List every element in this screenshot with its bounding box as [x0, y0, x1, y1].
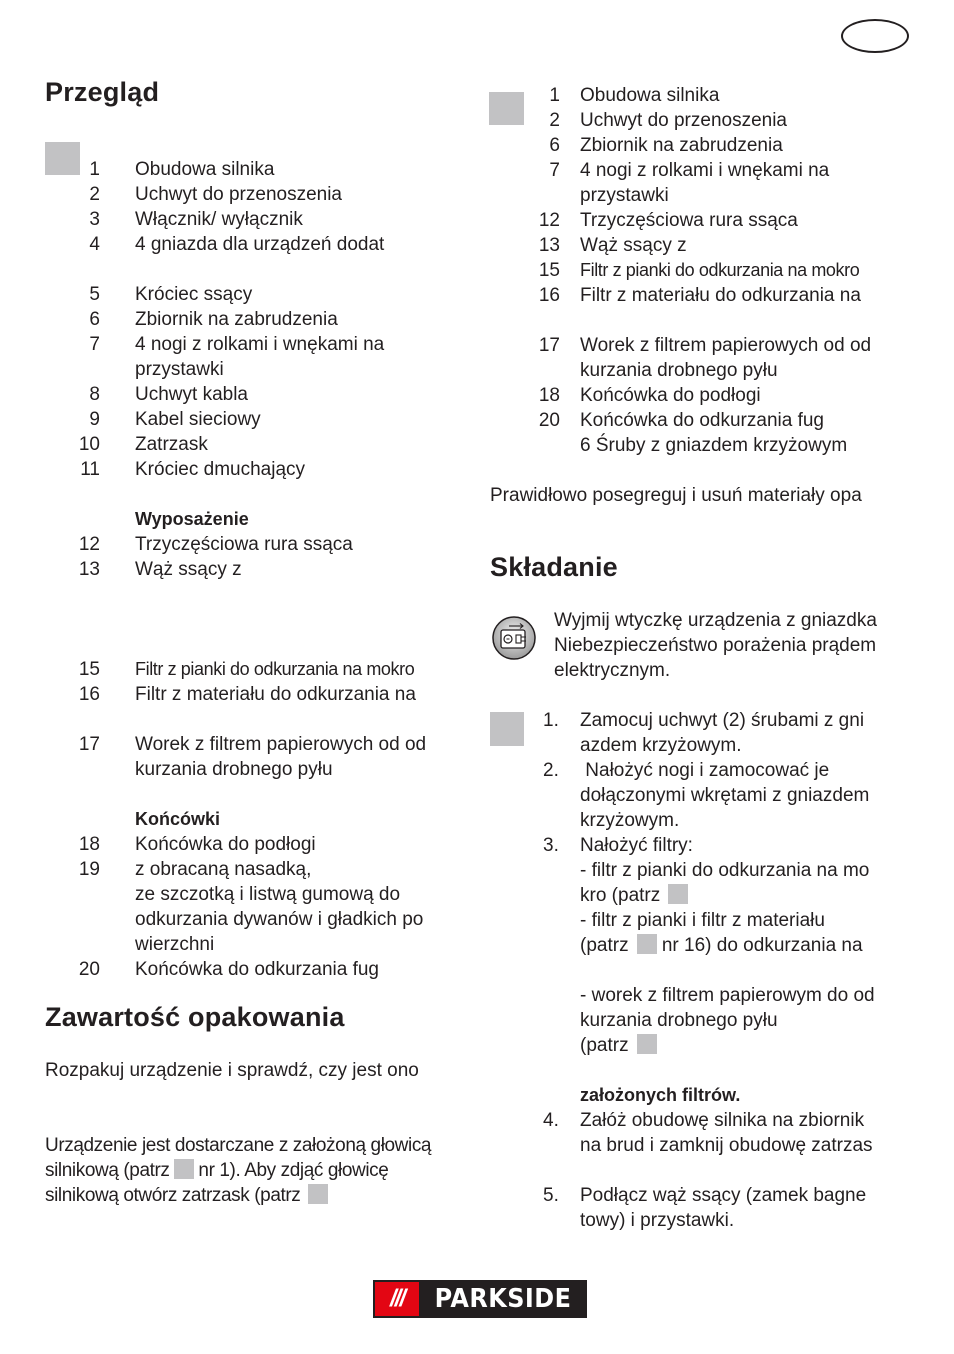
- list-item: 6 Zbiornik na zabrudzenia: [549, 135, 783, 156]
- list-item: 12 Trzyczęściowa rura ssąca: [78, 534, 353, 555]
- contents-title: Zawartość opakowania: [45, 1002, 345, 1032]
- assembly-steps: [543, 708, 923, 1233]
- list-item: 2 Uchwyt do przenoszenia: [89, 184, 342, 205]
- overview-list: [60, 157, 480, 982]
- list-item: 1 Obudowa silnika: [89, 159, 275, 180]
- list-item: 18 Końcówka do podłogi: [78, 834, 316, 855]
- step-3: 3. Nałożyć filtry: - filtr z pianki do odkurzania na mo kro (patrz - filtr z pianki i filtr z materiału (patrz nr 16) do odkurzania na - worek z filtrem papierowym do od kurzania drobnego pyłu (patrz: [543, 835, 875, 1056]
- list-item: 6 Zbiornik na zabrudzenia: [89, 309, 338, 330]
- list-item: 18 Końcówka do podłogi: [538, 385, 761, 406]
- list-item: 20 Końcówka do odkurzania fug 6 Śruby z gniazdem krzyżowym: [538, 410, 848, 456]
- filters-bold-note: założonych filtrów.: [580, 1085, 741, 1105]
- figure-reference-box: [668, 884, 688, 904]
- list-item: 13 Wąż ssący z: [538, 235, 687, 256]
- list-item: 17 Worek z filtrem papierowych od od kurzania drobnego pyłu: [78, 734, 427, 780]
- figure-reference-box: [637, 1034, 657, 1054]
- step-1: 1. Zamocuj uchwyt (2) śrubami z gni azdem krzyżowym.: [543, 710, 865, 756]
- list-item: 10 Zatrzask: [78, 434, 208, 455]
- figure-reference-box: [490, 712, 524, 746]
- list-item: 15 Filtr z pianki do odkurzania na mokro: [538, 260, 860, 281]
- figure-reference-box: [174, 1159, 194, 1179]
- disposal-text: Prawidłowo posegreguj i usuń materiały opa: [490, 485, 862, 506]
- overview-title: Przegląd: [45, 77, 160, 107]
- list-item: 1 Obudowa silnika: [549, 85, 720, 106]
- contents-paragraph-1: Rozpakuj urządzenie i sprawdź, czy jest ono: [45, 1060, 419, 1081]
- list-item: 19 z obracaną nasadką, ze szczotką i listwą gumową do odkurzania dywanów i gładkich po wierzchni: [78, 859, 424, 955]
- figure-reference-box: [637, 934, 657, 954]
- step-2: 2. Nałożyć nogi i zamocować je dołączonymi wkrętami z gniazdem krzyżowym.: [543, 760, 870, 831]
- list-item: 4 4 gniazda dla urządzeń dodat: [89, 234, 385, 255]
- list-item: 9 Kabel sieciowy: [89, 409, 261, 430]
- list-item: 7 4 nogi z rolkami i wnękami na przystawki: [89, 334, 385, 380]
- step-4: 4. Załóż obudowę silnika na zbiornik na brud i zamknij obudowę zatrzas: [543, 1110, 873, 1156]
- list-item: 16 Filtr z materiału do odkurzania na: [78, 684, 416, 705]
- list-item: 2 Uchwyt do przenoszenia: [549, 110, 787, 131]
- list-item: 13 Wąż ssący z: [78, 559, 242, 580]
- unplug-warning-icon: [491, 615, 537, 661]
- right-parts-list: [510, 83, 930, 458]
- warning-text: Wyjmij wtyczkę urządzenia z gniazdka Niebezpieczeństwo porażenia prądem elektrycznym.: [554, 610, 877, 681]
- assembly-title: Składanie: [490, 552, 618, 582]
- logo-stripes: ///: [375, 1282, 419, 1316]
- list-item: 15 Filtr z pianki do odkurzania na mokro: [78, 659, 415, 680]
- figure-reference-box: [308, 1184, 328, 1204]
- logo-text: PARKSIDE: [434, 1284, 572, 1314]
- list-item: 12 Trzyczęściowa rura ssąca: [538, 210, 798, 231]
- list-item: 3 Włącznik/ wyłącznik: [89, 209, 303, 230]
- contents-paragraph-2: Urządzenie jest dostarczane z założoną głowicą silnikową (patrz nr 1). Aby zdjąć głowicę silnikową otwórz zatrzask (patrz: [45, 1135, 432, 1206]
- list-item: 7 4 nogi z rolkami i wnękami na przystawki: [549, 160, 830, 206]
- parkside-logo: [373, 1280, 587, 1318]
- list-item: 16 Filtr z materiału do odkurzania na: [538, 285, 861, 306]
- language-oval: [841, 19, 909, 53]
- step-5: 5. Podłącz wąż ssący (zamek bagne towy) i przystawki.: [543, 1185, 867, 1231]
- list-item: 11 Króciec dmuchający: [80, 459, 306, 480]
- list-item: 8 Uchwyt kabla: [89, 384, 248, 405]
- list-item: 17 Worek z filtrem papierowych od od kurzania drobnego pyłu: [538, 335, 872, 381]
- list-item: 20 Końcówka do odkurzania fug: [78, 959, 379, 980]
- equipment-heading: Wyposażenie: [135, 509, 249, 529]
- tips-heading: Końcówki: [135, 809, 221, 829]
- list-item: 5 Króciec ssący: [89, 284, 253, 305]
